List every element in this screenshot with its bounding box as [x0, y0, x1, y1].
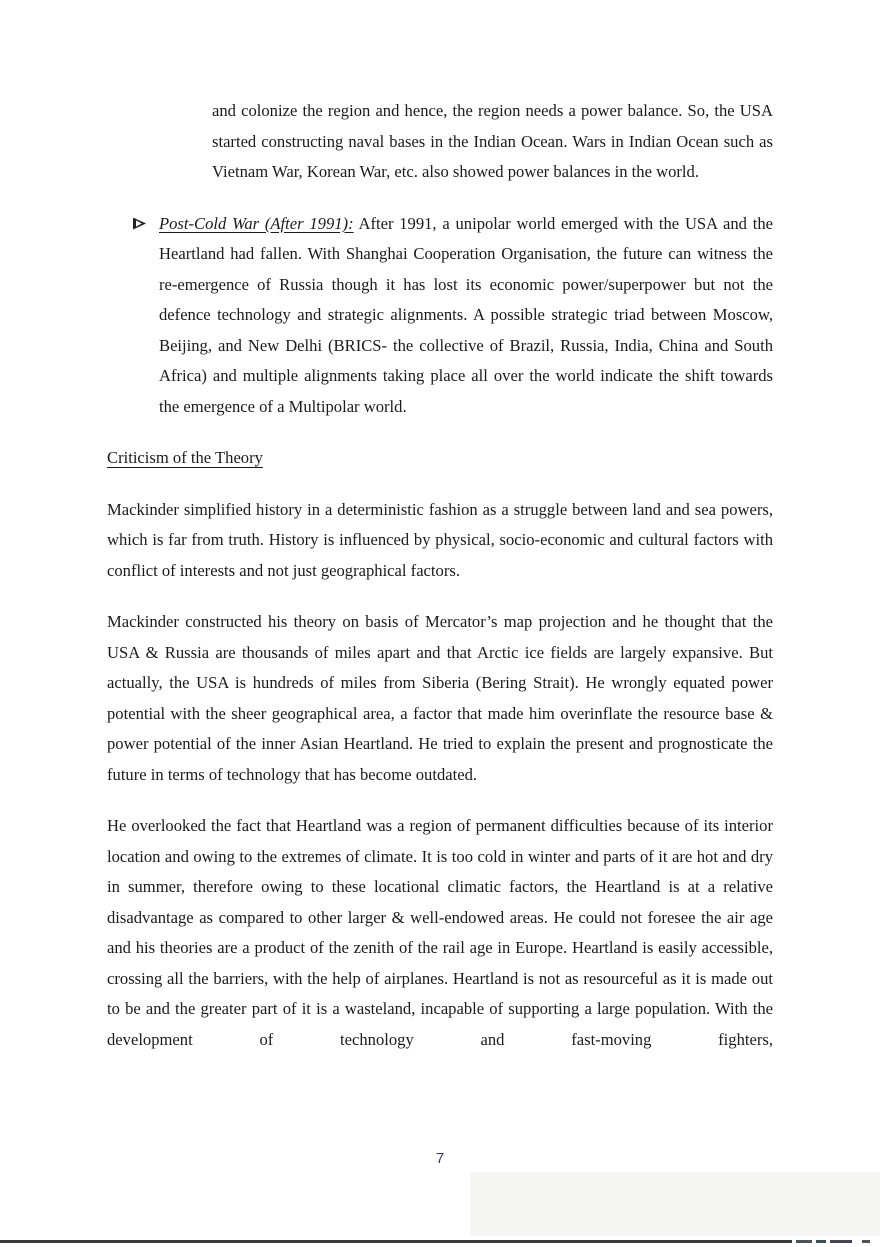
scan-artifact-dash	[816, 1240, 826, 1243]
bullet-text	[159, 209, 773, 423]
scan-shading-area	[470, 1172, 880, 1236]
page-body	[107, 96, 773, 1076]
scan-artifact-dash	[830, 1240, 852, 1243]
criticism-paragraph-1: Mackinder simplified history in a deterministic fashion as a struggle between land and sea powers, which is far from truth. History is influenced by physical, socio-economic and cultural factors with conflict of interests and not just geographical factors.	[107, 499, 773, 580]
bullet-body-text: After 1991, a unipolar world emerged with the USA and the Heartland had fallen. With Shanghai Cooperation Organisation, the future can witness the re-emergence of Russia though it has lost its economic power/superpower but not the defence technology and strategic alignments. A possible strategic triad between Moscow, Beijing, and New Delhi (BRICS- the collective of Brazil, Russia, India, China and South Africa) and multiple alignments taking place all over the world indicate the shift towards the emergence of a Multipolar world.	[159, 213, 773, 416]
footer-scan-line	[0, 1240, 792, 1243]
continuation-paragraph: and colonize the region and hence, the region needs a power balance. So, the USA started constructing naval bases in the Indian Ocean. Wars in Indian Ocean such as Vietnam War, Korean War, etc. also showed power balances in the world.	[212, 101, 773, 181]
bullet-item-post-cold-war	[133, 209, 773, 423]
scan-artifact-marks	[796, 1238, 876, 1244]
right-arrowhead-icon	[133, 218, 146, 230]
section-heading-criticism: Criticism of the Theory	[107, 448, 263, 467]
bullet-lead-label: Post-Cold War (After 1991):	[159, 213, 354, 233]
criticism-paragraph-2: Mackinder constructed his theory on basis of Mercator’s map projection and he thought that the USA & Russia are thousands of miles apart and that Arctic ice fields are largely expansive. But actually, the USA is hundreds of miles from Siberia (Bering Strait). He wrongly equated power potential with the sheer geographical area, a factor that made him overinflate the resource base & power potential of the inner Asian Heartland. He tried to explain the present and prognosticate the future in terms of technology that has become outdated.	[107, 612, 773, 784]
page-number: 7	[435, 1150, 445, 1167]
bullet-marker	[133, 209, 159, 423]
criticism-paragraph-3: He overlooked the fact that Heartland was a region of permanent difficulties because of its interior location and owing to the extremes of climate. It is too cold in winter and parts of it are hot and dry in summer, therefore owing to these locational climatic factors, the Heartland is at a relative disadvantage as compared to other larger & well-endowed areas. He could not foresee the air age and his theories are a product of the zenith of the rail age in Europe. Heartland is easily accessible, crossing all the barriers, with the help of airplanes. Heartland is not as resourceful as it is made out to be and the greater part of it is a wasteland, incapable of supporting a large population. With the development of technology and fast-moving fighters,	[107, 816, 773, 1049]
scan-artifact-dash	[796, 1240, 812, 1243]
scan-artifact-dash	[862, 1240, 870, 1243]
